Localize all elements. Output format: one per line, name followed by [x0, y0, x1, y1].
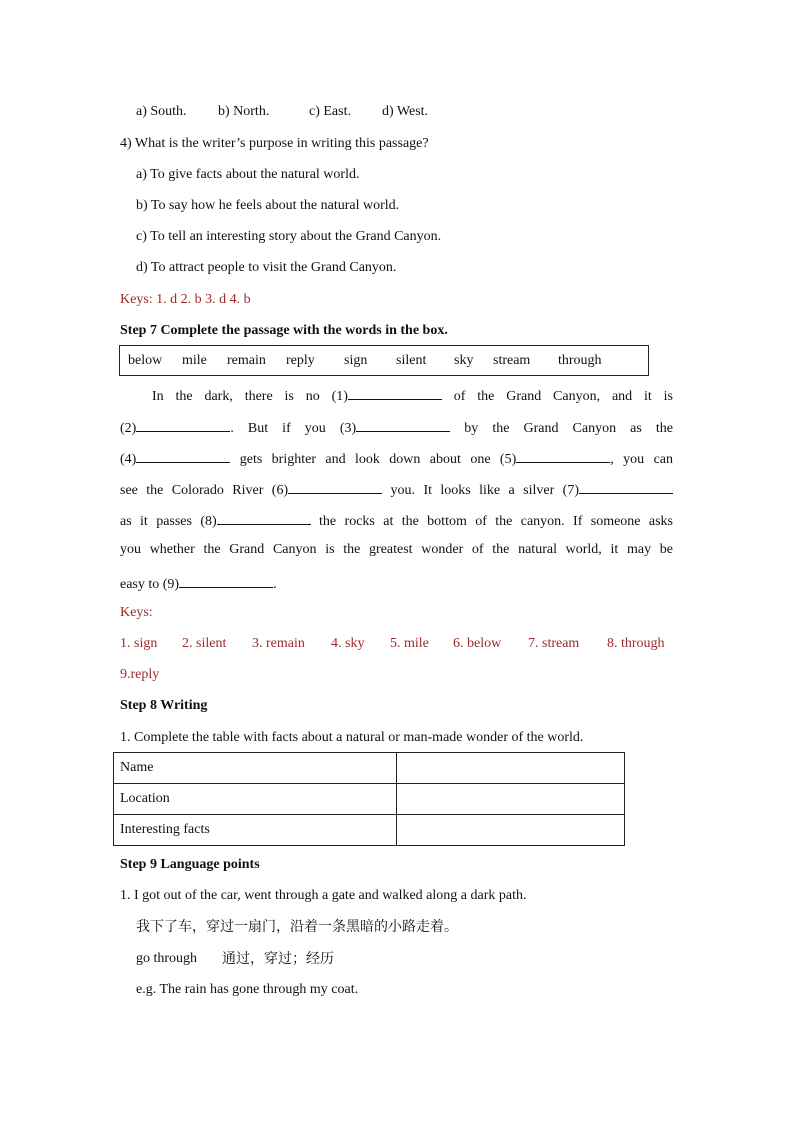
- answer-keys-step6: Keys: 1. d 2. b 3. d 4. b: [120, 292, 251, 307]
- blank-8[interactable]: [217, 510, 311, 525]
- passage-line-3: (4) gets brighter and look down about one (5) , you can: [120, 448, 673, 469]
- blank-3[interactable]: [356, 417, 450, 432]
- key-item: 8. through: [607, 636, 665, 651]
- key-item: 5. mile: [390, 636, 429, 651]
- word-box-item: stream: [493, 353, 531, 368]
- word-box-item: mile: [182, 353, 207, 368]
- table-label-cell: Interesting facts: [114, 815, 397, 846]
- step9-phrase: go through: [136, 951, 198, 966]
- table-label-cell: Location: [114, 784, 397, 815]
- key-item: 1. sign: [120, 636, 158, 651]
- word-box-item: silent: [396, 353, 427, 368]
- step7-key-9: 9.reply: [120, 667, 160, 682]
- blank-7[interactable]: [579, 479, 673, 494]
- step9-heading: Step 9 Language points: [120, 857, 260, 872]
- q4-option-a: a) To give facts about the natural world.: [136, 167, 360, 182]
- q4-question: 4) What is the writer’s purpose in writing this passage?: [120, 136, 429, 151]
- blank-2[interactable]: [136, 417, 230, 432]
- q4-option-b: b) To say how he feels about the natural world.: [136, 198, 400, 213]
- step9-phrase-meaning: 通过，穿过；经历: [222, 951, 334, 967]
- table-input-cell[interactable]: [397, 815, 625, 846]
- key-item: 3. remain: [252, 636, 305, 651]
- q3-option-b: b) North.: [218, 104, 270, 119]
- step7-heading: Step 7 Complete the passage with the words in the box.: [120, 323, 448, 338]
- blank-9[interactable]: [179, 573, 273, 588]
- step9-example: e.g. The rain has gone through my coat.: [136, 982, 359, 997]
- word-box-item: through: [558, 353, 602, 368]
- word-box-item: remain: [227, 353, 266, 368]
- passage-line-4: see the Colorado River (6) you. It looks like a silver (7): [120, 479, 673, 500]
- key-item: 2. silent: [182, 636, 227, 651]
- facts-table: [113, 752, 625, 846]
- q4-option-c: c) To tell an interesting story about the Grand Canyon.: [136, 229, 442, 244]
- table-label-cell: Name: [114, 753, 397, 784]
- step9-translation: 我下了车，穿过一扇门，沿着一条黑暗的小路走着。: [136, 919, 458, 935]
- passage-line-2: (2) . But if you (3) by the Grand Canyon as the: [120, 417, 673, 438]
- key-item: 4. sky: [331, 636, 365, 651]
- table-input-cell[interactable]: [397, 784, 625, 815]
- step8-heading: Step 8 Writing: [120, 698, 208, 713]
- word-box-item: sign: [344, 353, 368, 368]
- q4-option-d: d) To attract people to visit the Grand Canyon.: [136, 260, 397, 275]
- q3-option-d: d) West.: [382, 104, 429, 119]
- passage-line-6: you whether the Grand Canyon is the greatest wonder of the natural world, it may be: [120, 542, 673, 557]
- word-box-item: below: [128, 353, 163, 368]
- step7-keys-row: [120, 635, 680, 653]
- word-box-item: reply: [286, 353, 315, 368]
- step7-keys-label: Keys:: [120, 605, 153, 620]
- key-item: 6. below: [453, 636, 502, 651]
- blank-4[interactable]: [136, 448, 230, 463]
- key-item: 7. stream: [528, 636, 580, 651]
- blank-5[interactable]: [516, 448, 610, 463]
- table-row: [114, 753, 625, 784]
- q3-option-a: a) South.: [136, 104, 187, 119]
- step9-point-1: 1. I got out of the car, went through a gate and walked along a dark path.: [120, 888, 527, 903]
- q3-option-c: c) East.: [309, 104, 351, 119]
- table-row: [114, 815, 625, 846]
- table-row: [114, 784, 625, 815]
- word-box-item: sky: [454, 353, 474, 368]
- blank-1[interactable]: [348, 385, 442, 400]
- passage-line-1: In the dark, there is no (1) of the Grand Canyon, and it is: [152, 385, 673, 406]
- word-box: [119, 345, 649, 376]
- table-input-cell[interactable]: [397, 753, 625, 784]
- blank-6[interactable]: [288, 479, 382, 494]
- passage-line-7: easy to (9) .: [120, 573, 673, 594]
- passage-line-5: as it passes (8) the rocks at the bottom of the canyon. If someone asks: [120, 510, 673, 531]
- step8-instruction: 1. Complete the table with facts about a natural or man-made wonder of the world.: [120, 730, 584, 745]
